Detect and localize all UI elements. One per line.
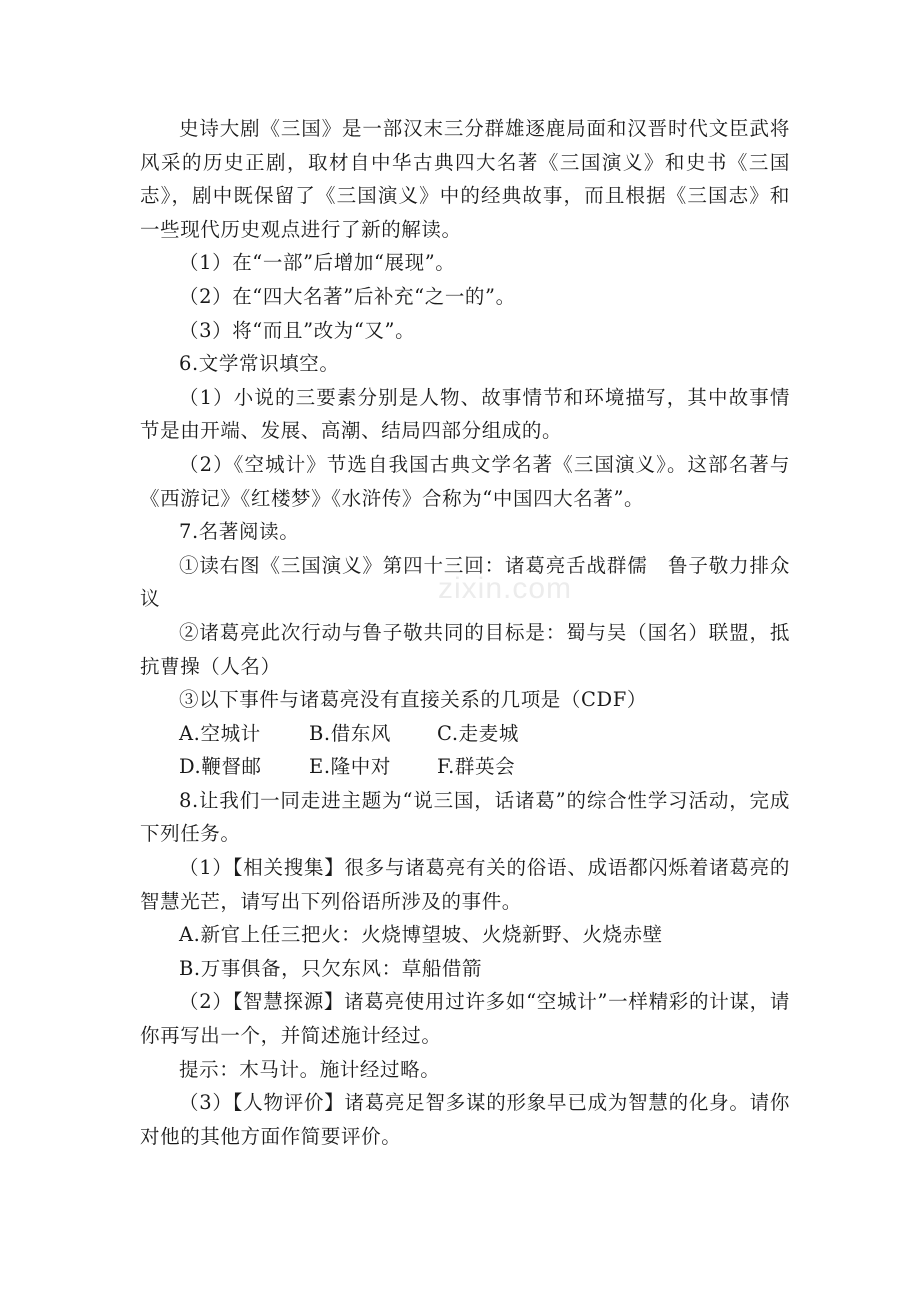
option-e: E.隆中对 — [309, 755, 391, 779]
question-8-answer-b: B.万事俱备，只欠东风：草船借箭 — [179, 956, 483, 980]
option-c: C.走麦城 — [437, 721, 519, 745]
question-8-hint: 提示：木马计。施计经过略。 — [179, 1057, 441, 1081]
option-f: F.群英会 — [437, 755, 516, 779]
question-7-part-1: ①读右图《三国演义》第四十三回：诸葛亮舌战群儒 鲁子敬力排众议 — [140, 553, 790, 611]
question-8-heading: 8.让我们一同走进主题为“说三国，话诸葛”的综合性学习活动，完成下列任务。 — [140, 788, 790, 846]
question-8-answer-a: A.新官上任三把火：火烧博望坡、火烧新野、火烧赤壁 — [179, 923, 663, 947]
correction-2: （2）在“四大名著”后补充“之一的”。 — [179, 284, 516, 308]
options-row-2 — [140, 750, 790, 784]
options-row-1 — [140, 717, 790, 751]
question-7-part-2: ②诸葛亮此次行动与鲁子敬共同的目标是：蜀与吴（国名）联盟，抵抗曹操（人名） — [140, 620, 790, 678]
correction-3: （3）将“而且”改为“又”。 — [179, 318, 416, 342]
question-6-part-1: （1）小说的三要素分别是人物、故事情节和环境描写，其中故事情节是由开端、发展、高潮、结局四部分组成的。 — [140, 385, 790, 443]
question-8-part-2: （2）【智慧探源】诸葛亮使用过许多如“空城计”一样精彩的计谋，请你再写出一个，并简述施计经过。 — [140, 990, 790, 1048]
watermark: zixin.com — [438, 572, 573, 605]
question-6-part-2: （2）《空城计》节选自我国古典文学名著《三国演义》。这部名著与《西游记》《红楼梦》《水浒传》合称为“中国四大名著”。 — [140, 452, 790, 510]
option-a: A.空城计 — [179, 721, 261, 745]
question-8-part-3: （3）【人物评价】诸葛亮足智多谋的形象早已成为智慧的化身。请你对他的其他方面作简要评价。 — [140, 1091, 790, 1148]
option-d: D.鞭督邮 — [179, 755, 262, 779]
question-7-part-3: ③以下事件与诸葛亮没有直接关系的几项是（CDF） — [179, 688, 647, 712]
option-b: B.借东风 — [309, 721, 392, 745]
document-body — [140, 112, 790, 1153]
question-6-heading: 6.文学常识填空。 — [179, 352, 340, 376]
passage-paragraph: 史诗大剧《三国》是一部汉末三分群雄逐鹿局面和汉晋时代文臣武将风采的历史正剧，取材自中华古典四大名著《三国演义》和史书《三国志》，剧中既保留了《三国演义》中的经典故事，而且根据《三国志》和一些现代历史观点进行了新的解读。 — [140, 117, 790, 241]
question-8-part-1: （1）【相关搜集】很多与诸葛亮有关的俗语、成语都闪烁着诸葛亮的智慧光芒，请写出下列俗语所涉及的事件。 — [140, 856, 790, 913]
correction-1: （1）在“一部”后增加“展现”。 — [179, 251, 456, 275]
question-7-heading: 7.名著阅读。 — [179, 520, 300, 544]
